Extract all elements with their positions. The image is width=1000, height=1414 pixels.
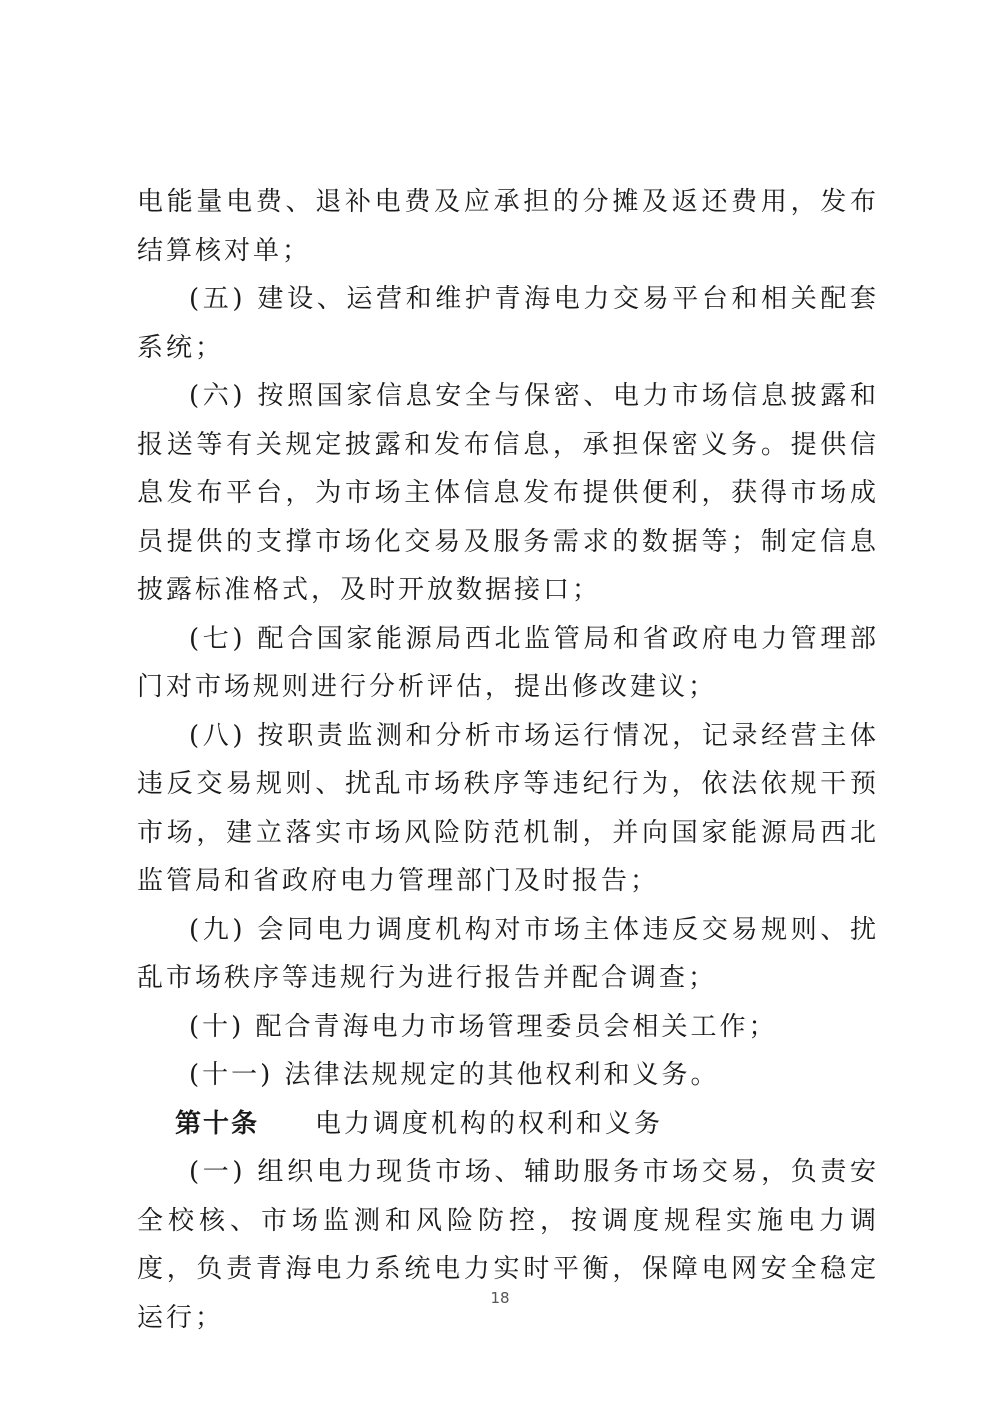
paragraph-item-1: (一) 组织电力现货市场、辅助服务市场交易，负责安全校核、市场监测和风险防控，按调度规程实施电力调度，负责青海电力系统电力实时平衡，保障电网安全稳定运行； — [137, 1157, 879, 1333]
paragraph-item-10: (十) 配合青海电力市场管理委员会相关工作； — [189, 1011, 778, 1042]
article-title: 电力调度机构的权利和义务 — [315, 1108, 664, 1139]
body-text — [137, 178, 879, 1342]
paragraph-item-7: (七) 配合国家能源局西北监管局和省政府电力管理部门对市场规则进行分析评估，提出修改建议； — [137, 623, 879, 702]
paragraph-continued: 电能量电费、退补电费及应承担的分摊及返还费用，发布结算核对单； — [137, 187, 879, 266]
paragraph-item-6: (六) 按照国家信息安全与保密、电力市场信息披露和报送等有关规定披露和发布信息，承担保密义务。提供信息发布平台，为市场主体信息发布提供便利，获得市场成员提供的支撑市场化交易及服务需求的数据等；制定信息披露标准格式，及时开放数据接口； — [137, 381, 879, 605]
paragraph-item-8: (八) 按职责监测和分析市场运行情况，记录经营主体违反交易规则、扰乱市场秩序等违纪行为，依法依规干预市场，建立落实市场风险防范机制，并向国家能源局西北监管局和省政府电力管理部门及时报告； — [137, 720, 879, 896]
paragraph-item-5: (五) 建设、运营和维护青海电力交易平台和相关配套系统； — [137, 284, 879, 363]
paragraph-item-11: (十一) 法律法规规定的其他权利和义务。 — [189, 1060, 720, 1090]
article-number: 第十条 — [175, 1108, 260, 1139]
paragraph-item-9: (九) 会同电力调度机构对市场主体违反交易规则、扰乱市场秩序等违规行为进行报告并配合调查； — [137, 914, 879, 993]
page-number: 18 — [490, 1289, 510, 1307]
article-heading — [137, 1100, 879, 1149]
